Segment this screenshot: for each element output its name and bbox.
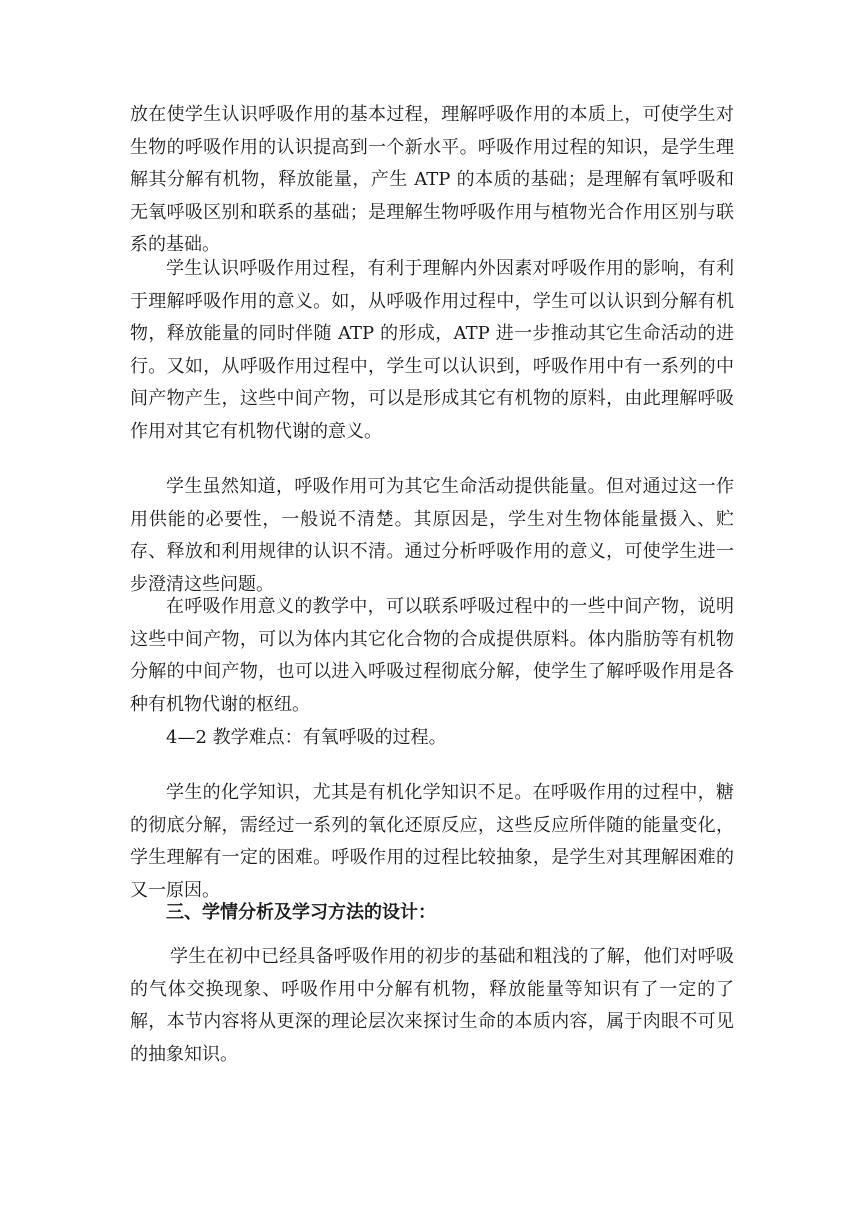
paragraph-metabolic-hub: 在呼吸作用意义的教学中，可以联系呼吸过程中的一些中间产物，说明这些中间产物，可以为体内其它化合物的合成提供原料。体内脂肪等有机物分解的中间产物，也可以进入呼吸过程彻底分解，使学生了解呼吸作用是各种有机物代谢的枢纽。	[130, 596, 734, 715]
paragraph-process-significance: 学生认识呼吸作用过程，有利于理解内外因素对呼吸作用的影响，有利于理解呼吸作用的意义。如，从呼吸作用过程中，学生可以认识到分解有机物，释放能量的同时伴随 ATP 的形成，ATP 进一步推动其它生命活动的进行。又如，从呼吸作用过程中，学生可以认识到，呼吸作用中有一系列的中间产物产生，这些中间产物，可以是形成其它有机物的原料，由此理解呼吸作用对其它有机物代谢的意义。	[130, 258, 734, 442]
paragraph-respiration-process-basis: 放在使学生认识呼吸作用的基本过程，理解呼吸作用的本质上，可使学生对生物的呼吸作用的认识提高到一个新水平。呼吸作用过程的知识，是学生理解其分解有机物，释放能量，产生 ATP 的本质的基础；是理解有氧呼吸和无氧呼吸区别和联系的基础；是理解生物呼吸作用与植物光合作用区别与联系的基础。	[130, 104, 734, 255]
section-heading-learning-analysis: 三、学情分析及学习方法的设计：	[166, 902, 436, 923]
paragraph-teaching-difficulty: 4—2 教学难点：有氧呼吸的过程。	[166, 727, 447, 748]
paragraph-energy-supply: 学生虽然知道，呼吸作用可为其它生命活动提供能量。但对通过这一作用供能的必要性，一般说不清楚。其原因是，学生对生物体能量摄入、贮存、释放和利用规律的认识不清。通过分析呼吸作用的意义，可使学生进一步澄清这些问题。	[130, 476, 734, 595]
paragraph-prior-knowledge: 学生在初中已经具备呼吸作用的初步的基础和粗浅的了解，他们对呼吸的气体交换现象、呼吸作用中分解有机物，释放能量等知识有了一定的了解，本节内容将从更深的理论层次来探讨生命的本质内容，属于肉眼不可见的抽象知识。	[130, 946, 734, 1065]
paragraph-chemistry-knowledge: 学生的化学知识，尤其是有机化学知识不足。在呼吸作用的过程中，糖的彻底分解，需经过一系列的氧化还原反应，这些反应所伴随的能量变化，学生理解有一定的困难。呼吸作用的过程比较抽象，是学生对其理解困难的又一原因。	[130, 782, 734, 901]
